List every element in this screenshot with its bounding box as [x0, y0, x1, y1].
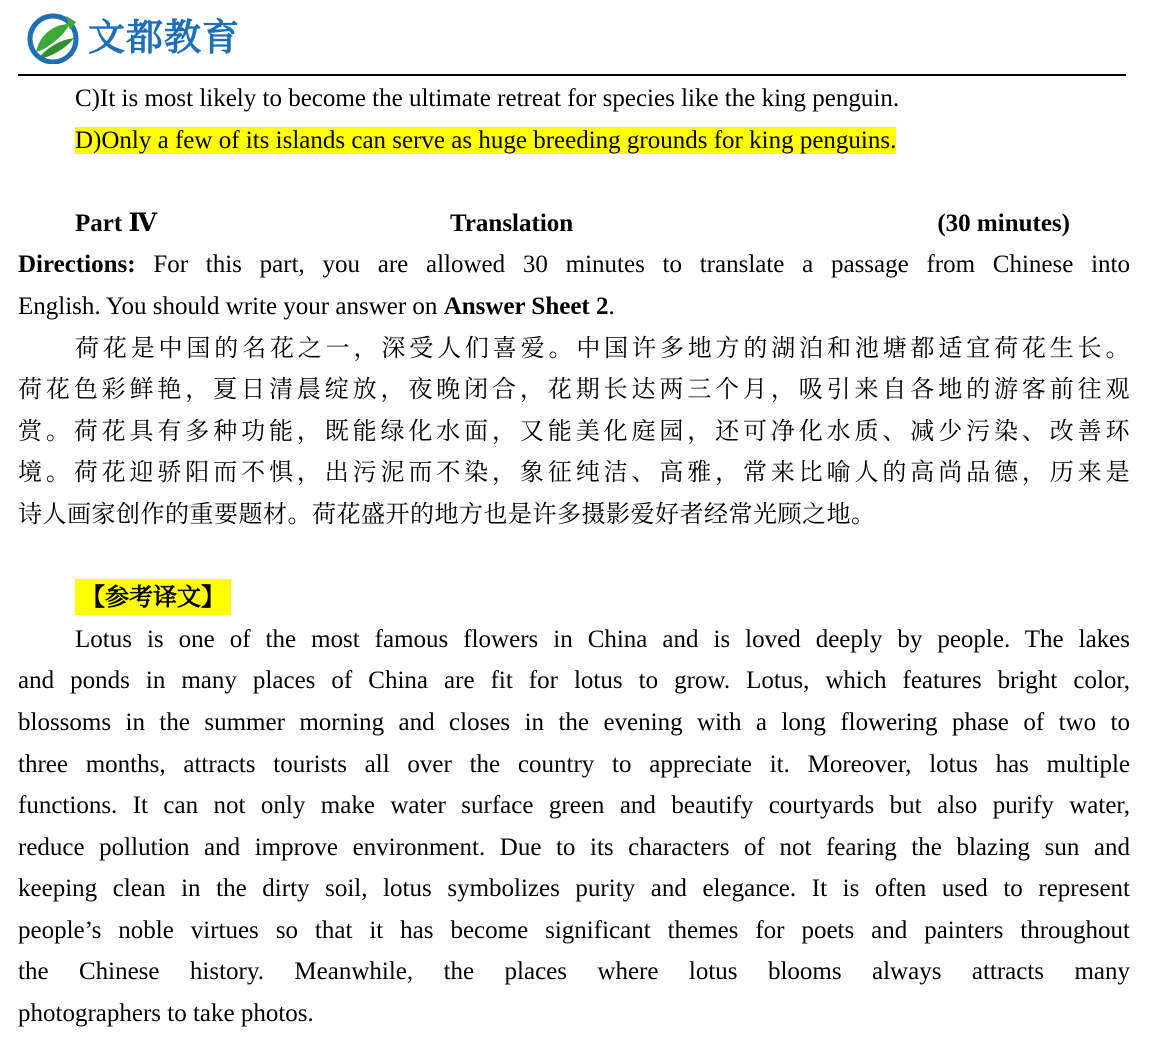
page-header — [0, 0, 1150, 76]
reference-line: reduce pollution and improve environment. Due to its characters of not fearing the blazing sun and — [18, 833, 1130, 861]
chinese-line: 荷花是中国的名花之一，深受人们喜爱。中国许多地方的湖泊和池塘都适宜荷花生长。 — [75, 333, 1130, 362]
chinese-line: 赏。荷花具有多种功能，既能绿化水面，又能美化庭园，还可净化水质、减少污染、改善环 — [18, 416, 1130, 445]
brand-logo — [26, 12, 240, 64]
part-title: Translation — [450, 209, 574, 237]
reference-title: 【参考译文】 — [75, 579, 231, 615]
chinese-line: 荷花色彩鲜艳，夏日清晨绽放，夜晚闭合，花期长达两三个月，吸引来自各地的游客前往观 — [18, 375, 1130, 404]
answer-sheet-label: Answer Sheet 2 — [443, 292, 609, 320]
option-d-text: D)Only a few of its islands can serve as huge breeding grounds for king penguins. — [75, 126, 897, 154]
reference-line: the Chinese history. Meanwhile, the places where lotus blooms always attracts many — [18, 958, 1130, 986]
spacer — [18, 536, 1130, 578]
part-label: Part Ⅳ — [75, 209, 157, 237]
reference-line: Lotus is one of the most famous flowers in China and is loved deeply by people. The lakes — [75, 625, 1130, 653]
directions-text-3: . — [608, 292, 615, 320]
brand-logo-icon — [26, 12, 80, 64]
directions-text-2: English. You should write your answer on — [18, 292, 444, 320]
document-body — [18, 78, 1130, 1035]
brand-name: 文都教育 — [88, 16, 240, 59]
reference-line: blossoms in the summer morning and closes in the evening with a long flowering phase of two to — [18, 708, 1130, 736]
reference-line: photographers to take photos. — [18, 1000, 314, 1028]
directions-line-2 — [18, 286, 1130, 328]
header-divider — [18, 74, 1126, 76]
reference-line: people’s noble virtues so that it has become significant themes for poets and painters throughout — [18, 916, 1130, 944]
part-time: (30 minutes) — [937, 209, 1070, 237]
directions-line-1 — [18, 244, 1130, 286]
option-c — [18, 78, 1130, 120]
chinese-line: 境。荷花迎骄阳而不惧，出污泥而不染，象征纯洁、高雅，常来比喻人的高尚品德，历来是 — [18, 458, 1130, 487]
spacer — [18, 161, 1130, 203]
part-heading — [18, 203, 1130, 245]
directions-label: Directions: — [18, 251, 136, 279]
reference-line: functions. It can not only make water surface green and beautify courtyards but also purify water, — [18, 792, 1130, 820]
directions-text-1: For this part, you are allowed 30 minutes to translate a passage from Chinese into — [135, 251, 1130, 279]
reference-line: three months, attracts tourists all over the country to appreciate it. Moreover, lotus has multiple — [18, 750, 1130, 778]
option-c-text: C)It is most likely to become the ultimate retreat for species like the king penguin. — [75, 85, 900, 112]
reference-heading — [18, 577, 1130, 619]
option-d — [18, 120, 1130, 162]
chinese-line: 诗人画家创作的重要题材。荷花盛开的地方也是许多摄影爱好者经常光顾之地。 — [18, 499, 876, 528]
reference-line: and ponds in many places of China are fit for lotus to grow. Lotus, which features bright color, — [18, 667, 1130, 695]
reference-line: keeping clean in the dirty soil, lotus symbolizes purity and elegance. It is often used to represent — [18, 875, 1130, 903]
